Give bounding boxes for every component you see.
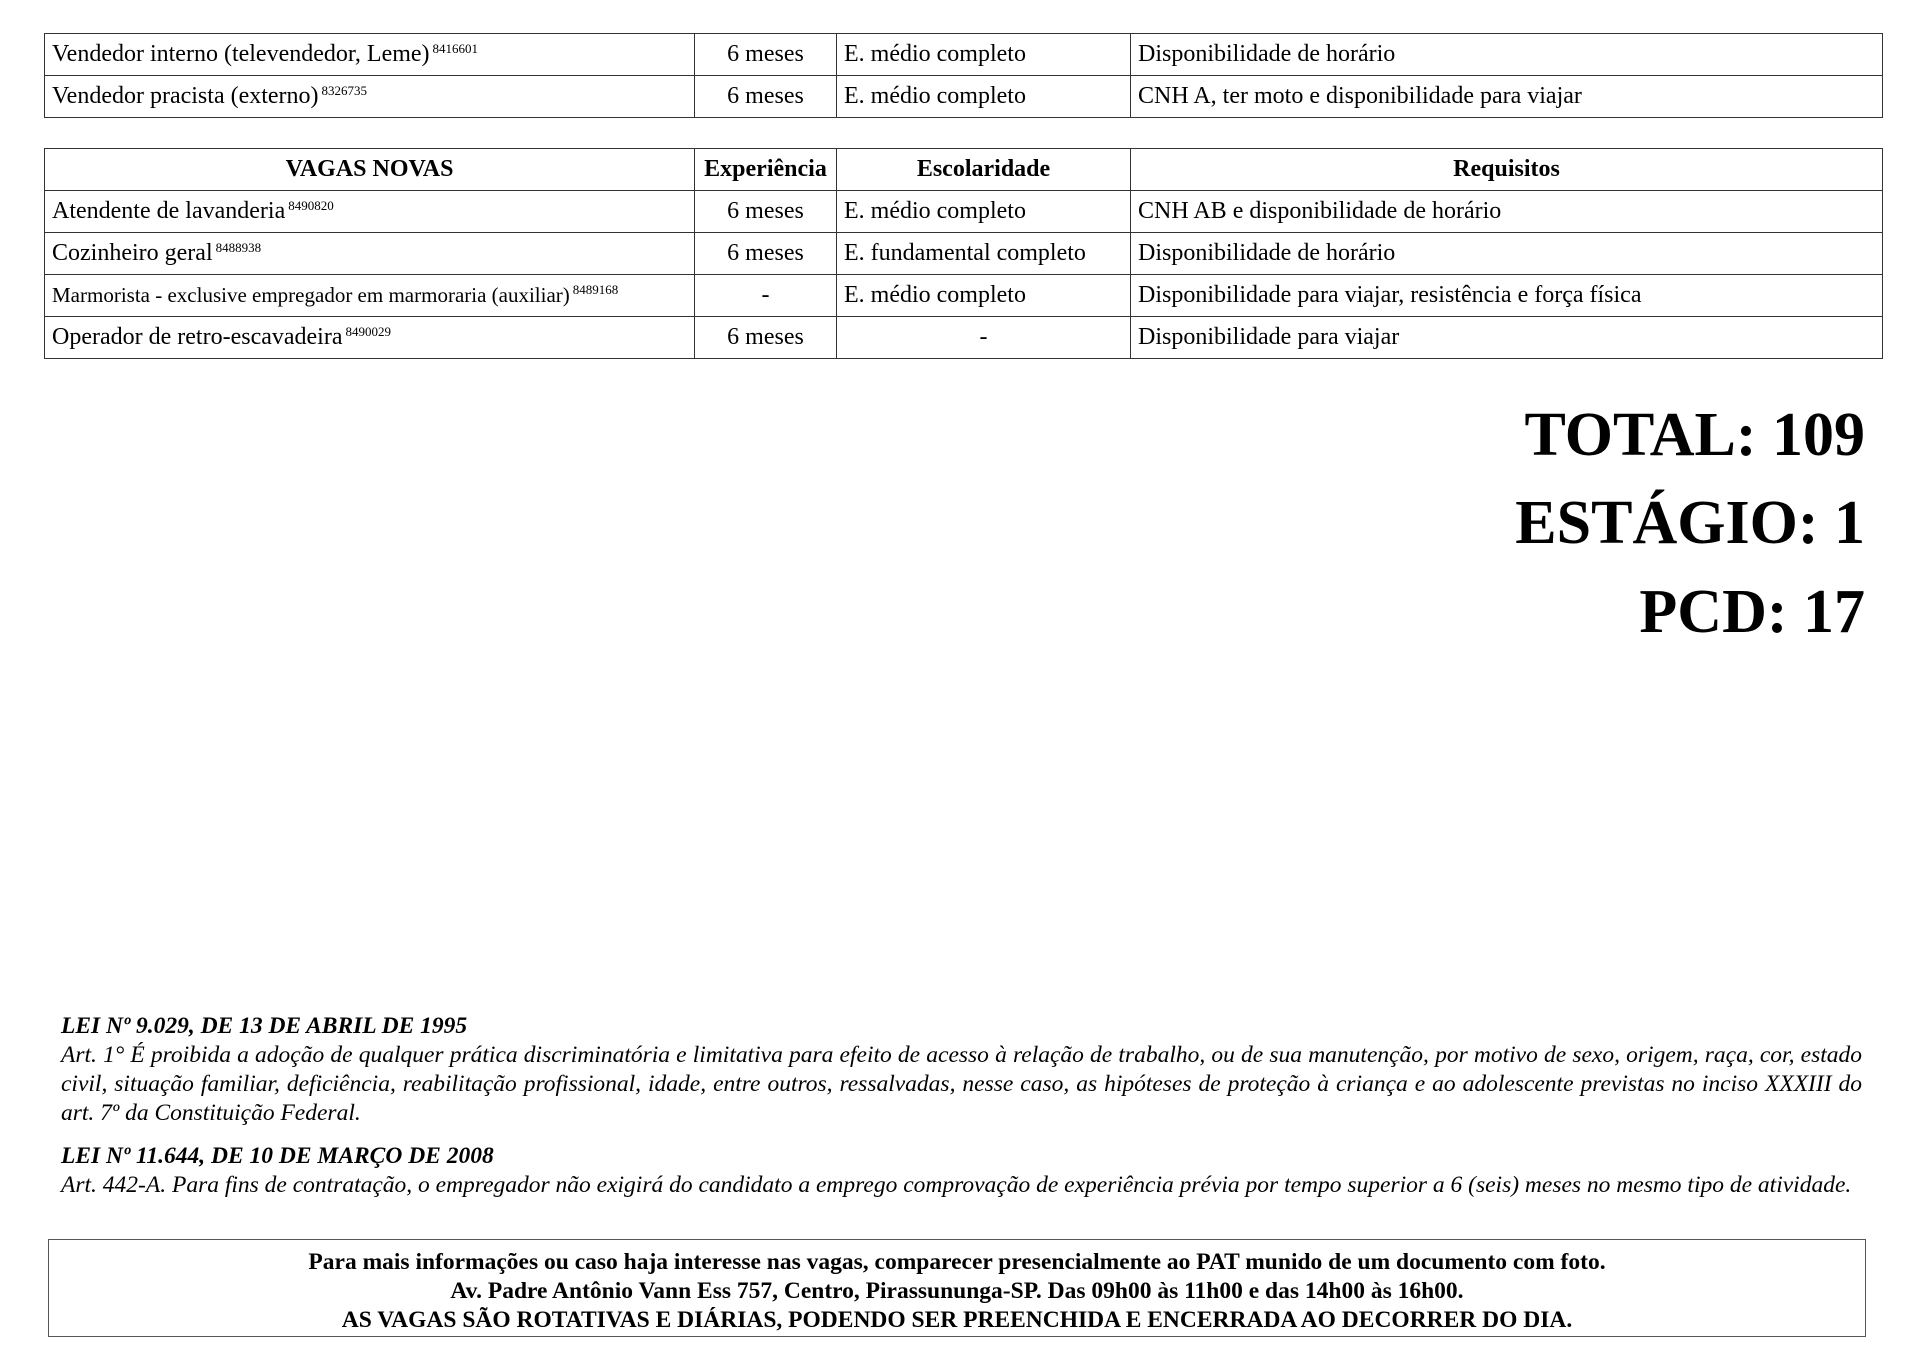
experience-cell: 6 meses	[695, 233, 837, 275]
header-escolaridade: Escolaridade	[837, 149, 1131, 191]
requirements-cell: Disponibilidade para viajar, resistência e força física	[1131, 275, 1883, 317]
requirements-cell: CNH A, ter moto e disponibilidade para viajar	[1131, 76, 1883, 118]
education-cell: -	[837, 317, 1131, 359]
pcd-count: PCD: 17	[1639, 578, 1865, 646]
job-code: 8488938	[215, 240, 262, 255]
total-count: TOTAL: 109	[1524, 401, 1865, 469]
job-title-cell	[45, 317, 695, 359]
job-code: 8416601	[432, 41, 479, 56]
job-title-cell	[45, 275, 695, 317]
experience-cell: 6 meses	[695, 317, 837, 359]
requirements-cell: CNH AB e disponibilidade de horário	[1131, 191, 1883, 233]
law-text: Art. 442-A. Para fins de contratação, o empregador não exigirá do candidato a emprego comprovação de experiência prévia por tempo superior a 6 (seis) meses no mesmo tipo de atividade.	[61, 1172, 1852, 1198]
requirements-cell: Disponibilidade de horário	[1131, 233, 1883, 275]
education-cell: E. médio completo	[837, 34, 1131, 76]
table-row	[45, 275, 1883, 317]
table-row	[45, 317, 1883, 359]
experience-cell: 6 meses	[695, 191, 837, 233]
table-header-row	[45, 149, 1883, 191]
job-title: Cozinheiro geral	[52, 240, 213, 266]
info-footer-box	[48, 1239, 1866, 1337]
education-cell: E. médio completo	[837, 275, 1131, 317]
table-row	[45, 191, 1883, 233]
law-text: Art. 1° É proibida a adoção de qualquer prática discriminatória e limitativa para efeito de acesso à relação de trabalho, ou de sua manutenção, por motivo de sexo, origem, raça, cor, estado civil, situação familiar, deficiência, reabilitação profissional, idade, entre outros, ressalvadas, nesse caso, as hipóteses de proteção à criança e ao adolescente previstas no inciso XXXIII do art. 7º da Constituição Federal.	[61, 1042, 1862, 1126]
job-title: Operador de retro-escavadeira	[52, 324, 343, 350]
jobs-table-continued	[44, 33, 1883, 118]
footer-line-notice: AS VAGAS SÃO ROTATIVAS E DIÁRIAS, PODENDO SER PREENCHIDA E ENCERRADA AO DECORRER DO DIA.	[341, 1307, 1573, 1333]
requirements-cell: Disponibilidade para viajar	[1131, 317, 1883, 359]
job-code: 8490029	[345, 324, 391, 339]
law-notice-11644	[61, 1142, 1862, 1200]
job-title-cell	[45, 233, 695, 275]
requirements-cell: Disponibilidade de horário	[1131, 34, 1883, 76]
job-title-cell	[45, 76, 695, 118]
experience-cell: -	[695, 275, 837, 317]
job-title-cell	[45, 34, 695, 76]
footer-line-address: Av. Padre Antônio Vann Ess 757, Centro, Pirassununga-SP. Das 09h00 às 11h00 e das 14h00 às 16h00.	[450, 1278, 1464, 1304]
table-row	[45, 76, 1883, 118]
header-vagas-novas: VAGAS NOVAS	[45, 149, 695, 191]
table-row	[45, 233, 1883, 275]
table-row	[45, 34, 1883, 76]
law-title: LEI Nº 11.644, DE 10 DE MARÇO DE 2008	[61, 1143, 494, 1169]
header-requisitos: Requisitos	[1131, 149, 1883, 191]
law-notice-9029	[61, 1012, 1862, 1128]
job-title: Vendedor pracista (externo)	[52, 83, 319, 109]
estagio-count: ESTÁGIO: 1	[1515, 489, 1865, 557]
job-code: 8489168	[572, 282, 619, 297]
job-code: 8326735	[321, 83, 368, 98]
footer-line-info: Para mais informações ou caso haja interesse nas vagas, comparecer presencialmente ao PAT munido de um documento com foto.	[308, 1249, 1606, 1275]
job-title: Marmorista - exclusive empregador em marmoraria (auxiliar)	[52, 283, 570, 307]
experience-cell: 6 meses	[695, 34, 837, 76]
job-title-cell	[45, 191, 695, 233]
education-cell: E. médio completo	[837, 191, 1131, 233]
education-cell: E. fundamental completo	[837, 233, 1131, 275]
law-title: LEI Nº 9.029, DE 13 DE ABRIL DE 1995	[61, 1013, 468, 1039]
education-cell: E. médio completo	[837, 76, 1131, 118]
job-title: Vendedor interno (televendedor, Leme)	[52, 41, 430, 67]
jobs-table-new	[44, 148, 1883, 359]
job-code: 8490820	[288, 198, 334, 213]
experience-cell: 6 meses	[695, 76, 837, 118]
header-experiencia: Experiência	[695, 149, 837, 191]
job-title: Atendente de lavanderia	[52, 198, 286, 224]
